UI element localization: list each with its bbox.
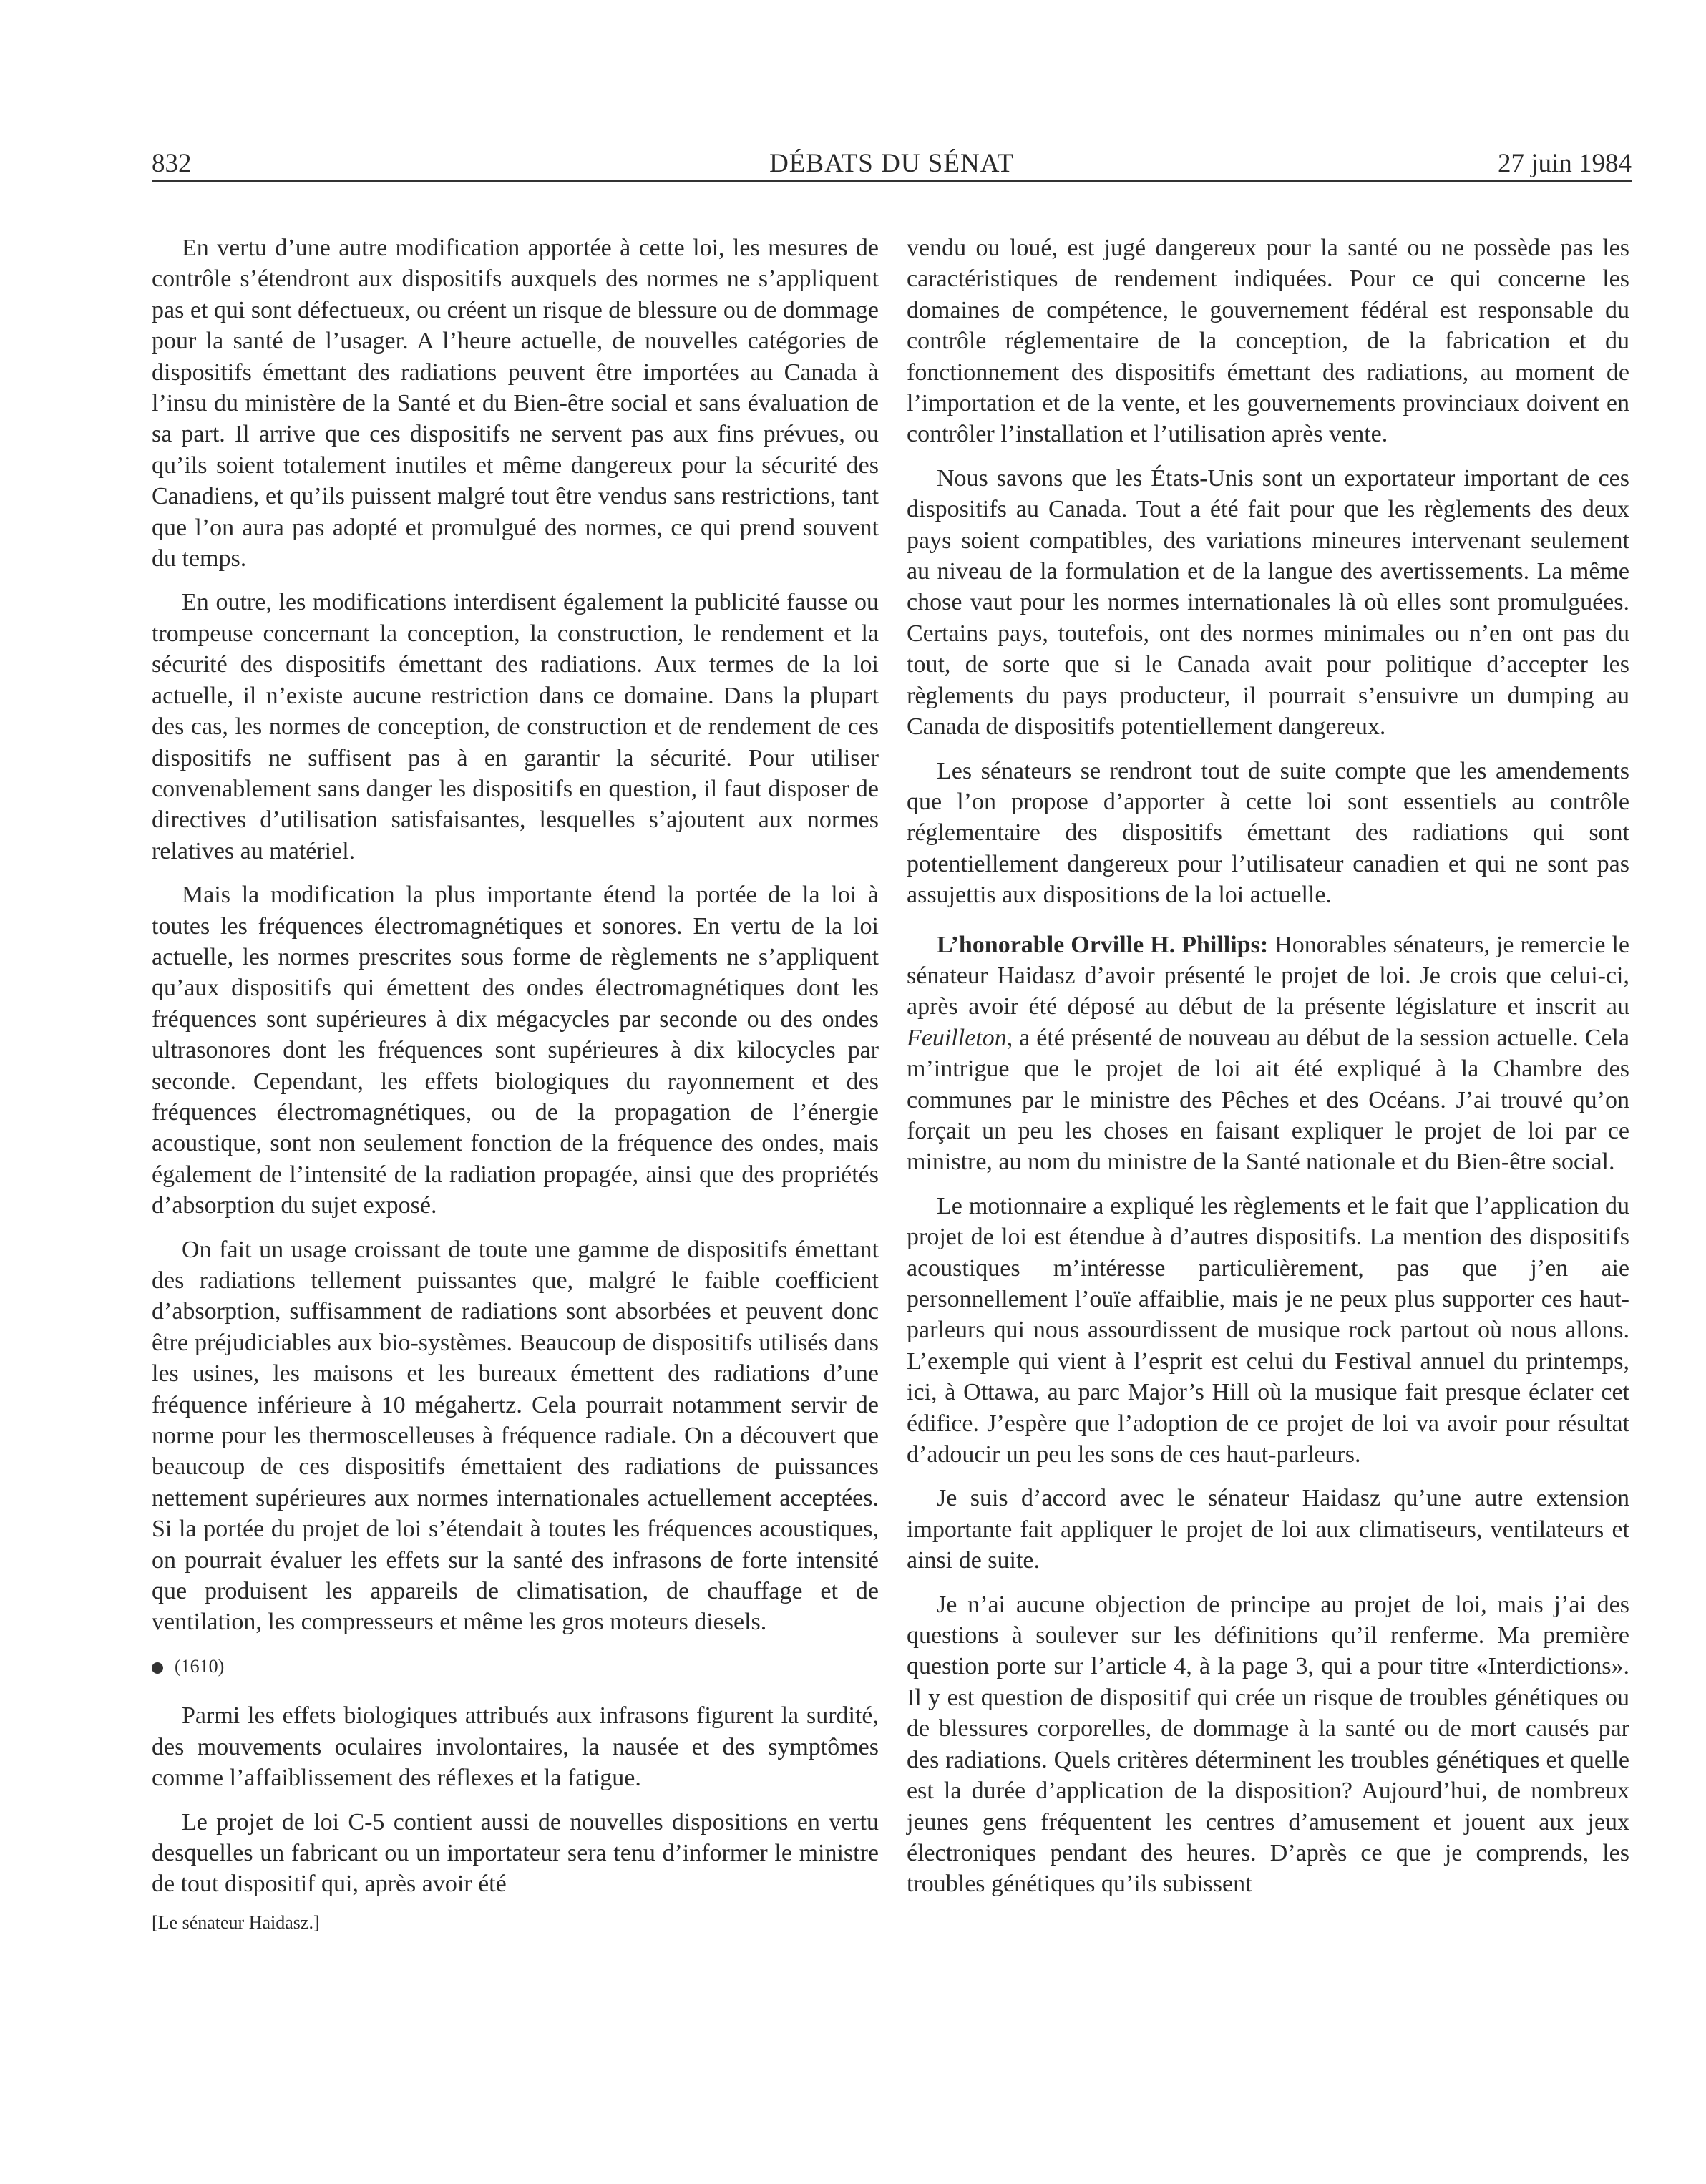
paragraph: Mais la modification la plus importante étend la portée de la loi à toutes les fréquences électromagnétiques et sonores. En vertu de la loi actuelle, les normes prescrites sous forme de règlements ne s’appliquent qu’aux dispositifs qui émettent des ondes électromagnétiques dont les fréquences sont supérieures à dix mégacycles par seconde ou des ondes ultrasonores dont les fréquences sont supérieures à dix kilocycles par seconde. Cependant, les effets biologiques du rayonnement et des fréquences électromagnétiques, ou de la propagation de l’énergie acoustique, sont non seulement fonction de la fréquence des ondes, mais également de l’intensité de la radiation propagée, ainsi que des propriétés d’absorption du sujet exposé. [152, 882, 879, 1219]
paragraph: Le projet de loi C-5 contient aussi de nouvelles dispositions en vertu desquelles un fabricant ou un importateur sera tenu d’informer le ministre de tout dispositif qui, après avoir été [152, 1808, 879, 1898]
paragraph: En vertu d’une autre modification apportée à cette loi, les mesures de contrôle s’étendront aux dispositifs auxquels des normes ne s’appliquent pas et qui sont défectueux, ou créent un risque de blessure ou de dommage pour la santé de l’usager. A l’heure actuelle, de nouvelles catégories de dispositifs émettant des radiations peuvent être importées au Canada à l’insu du ministère de la Santé et du Bien-être social et sans évaluation de sa part. Il arrive que ces dispositifs ne servent pas aux fins prévues, ou qu’ils soient totalement inutiles et même dangereux pour la sécurité des Canadiens, et qu’ils puissent malgré tout être vendus sans restrictions, tant que l’on aura pas adopté et promulgué des normes, ce qui prend souvent du temps. [152, 235, 879, 572]
left-column [152, 233, 879, 1938]
time-marker-text: (1610) [175, 1655, 225, 1677]
paragraph: Le motionnaire a expliqué les règlements et le fait que l’application du projet de loi est étendue à d’autres dispositifs. La mention des dispositifs acoustiques m’intéresse particulièrement, pas que j’en aie personnellement l’ouïe affaiblie, mais je ne peux plus supporter ces haut-parleurs qui nous assourdissent de musique rock partout où nous allons. L’exemple qui vient à l’esprit est celui du Festival annuel du printemps, ici, à Ottawa, au parc Major’s Hill où la musique fait presque éclater cet édifice. J’espère que l’adoption de ce projet de loi va avoir pour résultat d’adoucir un peu les sons de ces haut-parleurs. [907, 1192, 1629, 1468]
bullet-icon [152, 1662, 163, 1674]
paragraph: Parmi les effets biologiques attribués aux infrasons figurent la surdité, des mouvements oculaires involontaires, la nausée et des symptômes comme l’affaiblissement des réflexes et la fatigue. [152, 1702, 879, 1792]
paragraph: Je n’ai aucune objection de principe au projet de loi, mais j’ai des questions à soulever sur les définitions qu’il renferme. Ma première question porte sur l’article 4, à la page 3, qui a pour titre «Interdictions». Il y est question de dispositif qui crée un risque de troubles génétiques ou de blessures corporelles, de dommage à la santé ou de mort causés par des radiations. Quels critères déterminent les troubles génétiques et quelle est la durée d’application de la disposition? Aujourd’hui, de nombreux jeunes gens fréquentent les centres d’amusement et jouent aux jeux électroniques pendant des heures. D’après ce que je comprends, les troubles génétiques qu’ils subissent [907, 1591, 1629, 1898]
publication-title: DÉBATS DU SÉNAT [769, 149, 1014, 178]
speaker-text: Honorables sénateurs, je remercie le sénateur Haidasz d’avoir présenté le projet de loi. Je crois que celui-ci, après avoir été déposé au début de la présente législature et inscrit au [907, 931, 1630, 1020]
speaker-footnote: [Le sénateur Haidasz.] [152, 1911, 320, 1933]
paragraph: On fait un usage croissant de toute une gamme de dispositifs émettant des radiations tellement puissantes que, malgré le faible coefficient d’absorption, suffisamment de radiations sont absorbées et peuvent donc être préjudiciables aux bio-systèmes. Beaucoup de dispositifs utilisés dans les usines, les maisons et les bureaux émettent des radiations d’une fréquence inférieure à 10 mégahertz. Cela pourrait notamment servir de norme pour les thermoscelleuses à fréquence radiale. On a découvert que beaucoup de ces dispositifs émettaient des radiations de puissances nettement supérieures aux normes internationales actuellement acceptées. Si la portée du projet de loi s’étendait à toutes les fréquences acoustiques, on pourrait évaluer les effets sur la santé des infrasons de forte intensité que produisent les appareils de climatisation, de chauffage et de ventilation, les compresseurs et même les gros moteurs diesels. [152, 1236, 879, 1636]
paragraph: Nous savons que les États-Unis sont un exportateur important de ces dispositifs au Canada. Tout a été fait pour que les règlements des deux pays soient compatibles, des variations mineures intervenant seulement au niveau de la formulation et de la langue des avertissements. La même chose vaut pour les normes internationales là où elles sont promulguées. Certains pays, toutefois, ont des normes minimales ou n’en ont pas du tout, de sorte que si le Canada avait pour politique d’accepter les règlements du pays producteur, il pourrait s’ensuivre un dumping au Canada de dispositifs potentiellement dangereux. [907, 464, 1629, 741]
header-rule [152, 180, 1632, 182]
paragraph: Les sénateurs se rendront tout de suite compte que les amendements que l’on propose d’apporter à cette loi sont essentiels au contrôle réglementaire des dispositifs émettant des radiations qui sont potentiellement dangereux pour l’utilisateur canadien et qui ne sont pas assujettis aux dispositions de la loi actuelle. [907, 757, 1629, 909]
speaker-text-continued: , a été présenté de nouveau au début de la session actuelle. Cela m’intrigue que le projet de loi ait été expliqué à la Chambre des communes par le ministre des Pêches et des Océans. J’ai trouvé qu’on forçait un peu les choses en faisant expliquer le projet de loi par ce ministre, au nom du ministre de la Santé nationale et du Bien-être social. [907, 1024, 1629, 1176]
page-number: 832 [152, 149, 192, 178]
speaker-paragraph [907, 930, 1629, 1178]
page-header [152, 147, 1632, 184]
feuilleton-term: Feuilleton [907, 1024, 1007, 1051]
page-date: 27 juin 1984 [1497, 149, 1632, 178]
paragraph: Je suis d’accord avec le sénateur Haidasz qu’une autre extension importante fait appliquer le projet de loi aux climatiseurs, ventilateurs et ainsi de suite. [907, 1485, 1629, 1574]
paragraph: vendu ou loué, est jugé dangereux pour la santé ou ne possède pas les caractéristiques de rendement indiquées. Pour ce qui concerne les domaines de compétence, le gouvernement fédéral est responsable du contrôle réglementaire de la conception, de la fabrication et du fonctionnement des dispositifs émettant des radiations, au moment de l’importation et de la vente, et les gouvernements provinciaux doivent en contrôler l’installation et l’utilisation après vente. [907, 235, 1629, 448]
speaker-name: L’honorable Orville H. Phillips: [937, 931, 1269, 958]
time-marker [152, 1651, 879, 1682]
right-column [907, 233, 1629, 1913]
paragraph: En outre, les modifications interdisent également la publicité fausse ou trompeuse concernant la conception, la construction, le rendement et la sécurité des dispositifs émettant des radiations. Aux termes de la loi actuelle, il n’existe aucune restriction dans ce domaine. Dans la plupart des cas, les normes de conception, de construction et de rendement de ces dispositifs ne suffisent pas à en garantir la sécurité. Pour utiliser convenablement sans danger les dispositifs en question, il faut disposer de directives d’utilisation satisfaisantes, lesquelles s’ajoutent aux normes relatives au matériel. [152, 589, 879, 864]
